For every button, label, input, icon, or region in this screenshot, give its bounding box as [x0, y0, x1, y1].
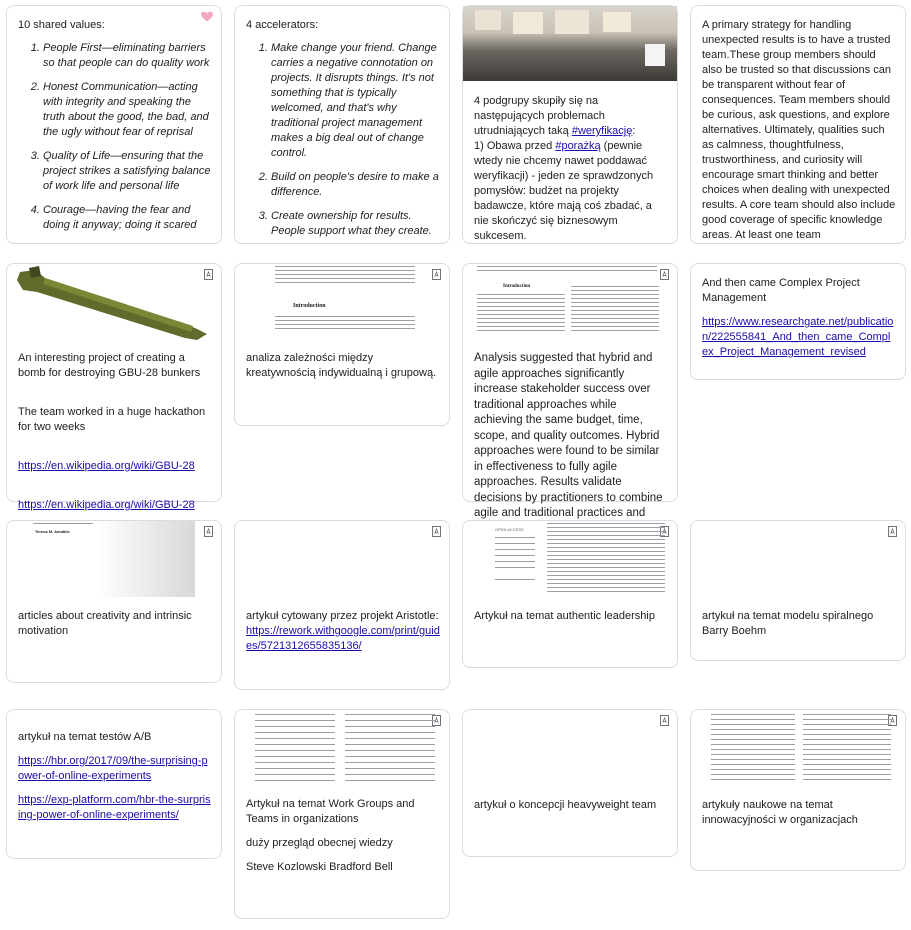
note-text: artykuł o koncepcji heavyweight team: [474, 799, 657, 811]
note-text: Analysis suggested that hybrid and agile approaches significantly increase stakeholder success over traditional approaches while achieving the same budget, time, scope, and quality outcomes. Hybrid approaches were found to be similar in effectiveness to fully agile approaches. Results validate decisions by practitioners to combine agile and traditional practices and: [474, 352, 663, 519]
researchgate-link[interactable]: https://www.researchgate.net/publication/222555841_And_then_came_Complex_Project_Management_revised: [702, 316, 894, 358]
note-card-complex-pm[interactable]: [690, 263, 906, 380]
note-text: artykuły naukowe na temat innowacyjności w organizacjach: [702, 799, 858, 826]
document-thumbnail: [463, 264, 677, 342]
list-item: 3. Quality of Life—ensuring that the project strikes a satisfying balance of work life and personal life: [43, 149, 212, 194]
thumbnail-heading: Introduction: [293, 303, 326, 309]
note-card-trusted-team[interactable]: [690, 5, 906, 244]
rework-link[interactable]: https://rework.withgoogle.com/print/guides/5721312655835136/: [246, 625, 440, 652]
note-card-shared-values[interactable]: [6, 5, 222, 244]
thumbnail-label: OPEN ACCESS: [495, 527, 524, 532]
list-item: 1. Make change your friend. Change carries a negative connotation on projects. It disrupts things. It's not something that is typically welcomed, and that's why traditional project management makes a big deal out of change control.: [271, 41, 440, 161]
note-card-work-groups[interactable]: [234, 709, 450, 919]
note-text: artykuł cytowany przez projekt Aristotle:: [246, 610, 439, 622]
note-card-aristotle[interactable]: [234, 520, 450, 690]
thumbnail-heading: Introduction: [503, 284, 531, 289]
workshop-photo: [463, 6, 677, 81]
note-text: articles about creativity and intrinsic motivation: [18, 610, 192, 637]
document-thumbnail: [235, 710, 449, 786]
note-text: A primary strategy for handling unexpected results is to have a trusted team.These group members should also be trusted so that discussions can be transparent without fear of consequences. Team members should be curious, ask questions, and explore alternatives. Ultimately, qualities such as calmness, thoughtfulness, trustworthiness, and curiosity will encourage smart thinking and better choices when dealing with unexpected results. A core team should also include good coverage of specific knowledge areas. At least one team: [702, 19, 896, 241]
note-line: The team worked in a huge hackathon for two weeks: [18, 406, 206, 433]
list-item: 3. Create ownership for results. People support what they create.: [271, 209, 440, 239]
bomb-image: [15, 266, 210, 342]
exp-platform-link[interactable]: https://exp-platform.com/hbr-the-surprising-power-of-online-experiments/: [18, 794, 211, 821]
note-card-gbu28[interactable]: [6, 263, 222, 511]
document-thumbnail: [7, 521, 221, 597]
note-card-creativity-motivation[interactable]: [6, 520, 222, 683]
note-card-creativity-analysis[interactable]: [234, 263, 450, 426]
note-text: analiza zależności między kreatywnością indywidualną i grupową.: [246, 352, 437, 379]
hbr-link[interactable]: https://hbr.org/2017/09/the-surprising-power-of-online-experiments: [18, 755, 208, 782]
note-card-authentic-leadership[interactable]: [462, 520, 678, 668]
document-thumbnail: [235, 264, 449, 334]
note-authors: Steve Kozlowski Bradford Bell: [246, 861, 393, 873]
note-title: An interesting project of creating a bomb for destroying GBU-28 bunkers: [18, 352, 201, 379]
accelerators-list: [246, 41, 440, 239]
document-thumbnail: [691, 710, 905, 786]
note-text: Artykuł na temat Work Groups and Teams in organizations: [246, 798, 415, 825]
note-card-accelerators[interactable]: [234, 5, 450, 244]
note-intro: 4 accelerators:: [246, 19, 319, 31]
note-line: duży przegląd obecnej wiedzy: [246, 837, 393, 849]
note-intro: 10 shared values:: [18, 19, 105, 31]
list-item: 2. Honest Communication—acting with integrity and speaking the truth about the good, the bad, and the ugly without fear of reprisal: [43, 80, 212, 140]
pdf-icon: [660, 715, 669, 726]
note-text: artykuł na temat modelu spiralnego Barry Boehm: [702, 610, 874, 637]
wikipedia-link[interactable]: https://en.wikipedia.org/wiki/GBU-28: [18, 499, 195, 511]
thumbnail-author: Teresa M. Amabile: [35, 529, 70, 534]
note-text: And then came Complex Project Management: [702, 277, 860, 304]
pdf-icon: [888, 526, 897, 537]
note-card-hybrid-agile[interactable]: [462, 263, 678, 519]
note-card-innovation[interactable]: [690, 709, 906, 871]
hashtag-link[interactable]: #porażką: [555, 140, 601, 152]
list-item: 2. Build on people's desire to make a difference.: [271, 170, 440, 200]
list-item: 4. Courage—having the fear and doing it anyway; doing it scared: [43, 203, 212, 233]
note-card-podgrupy[interactable]: [462, 5, 678, 244]
list-item: 1. People First—eliminating barriers so that people can do quality work: [43, 41, 212, 71]
note-card-ab-tests[interactable]: [6, 709, 222, 859]
hashtag-link[interactable]: #weryfikację: [571, 125, 633, 137]
pdf-icon: [432, 526, 441, 537]
document-thumbnail: [463, 521, 677, 597]
note-text: Artykuł na temat authentic leadership: [474, 610, 655, 622]
note-card-spiral-model[interactable]: [690, 520, 906, 661]
note-text: artykuł na temat testów A/B: [18, 731, 152, 743]
values-list: [18, 41, 212, 233]
note-card-heavyweight-team[interactable]: [462, 709, 678, 857]
wikipedia-link[interactable]: https://en.wikipedia.org/wiki/GBU-28: [18, 460, 195, 472]
note-text: 4 podgrupy skupiły się na następujących problemach utrudniających taką #weryfikację: 1) Obawa przed #porażką (pewnie wtedy nie chcemy nawet poddawać weryfikacji) - jeden ze sprawdzonych pomysłów: budżet na projekty badawcze, które mają coś zbadać, a nie skończyć się biznesowym sukcesem.: [474, 95, 654, 242]
